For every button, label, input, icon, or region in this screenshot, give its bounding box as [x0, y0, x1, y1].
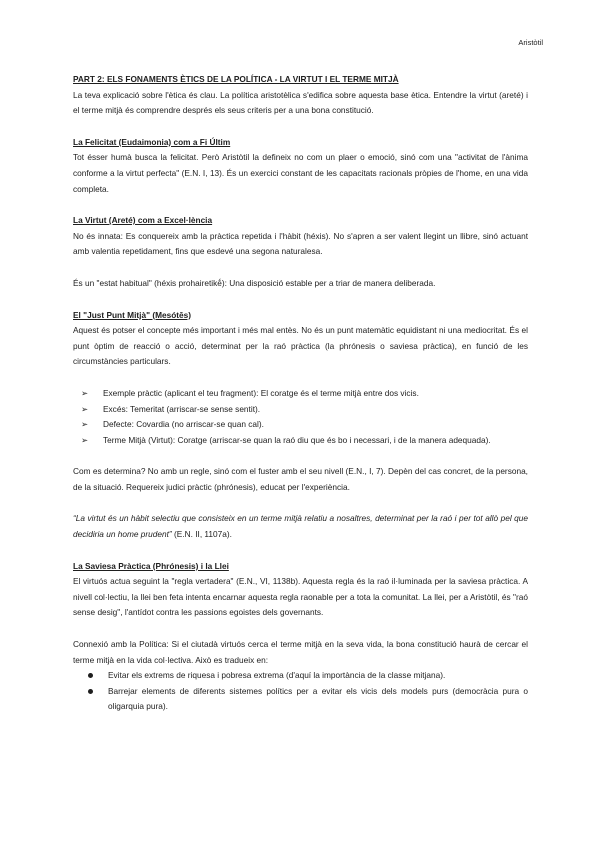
list-item: Evitar els extrems de riquesa i pobresa extrema (d'aquí la importància de la classe mitjana). — [86, 668, 528, 684]
arrow-bullet-icon: ➢ — [81, 434, 89, 445]
part-title: PART 2: ELS FONAMENTS ÈTICS DE LA POLÍTICA - LA VIRTUT I EL TERME MITJÀ — [73, 74, 399, 84]
arrow-bullet-icon: ➢ — [81, 403, 89, 414]
arrow-bullet-icon: ➢ — [81, 419, 89, 430]
list-item: ➢ Defecte: Covardia (no arriscar-se quan cal). — [81, 417, 528, 433]
coratge-example-list — [73, 386, 528, 448]
dot-bullet-icon — [88, 673, 93, 678]
quote-paragraph — [73, 511, 528, 542]
page-header-author: Aristòtil — [518, 38, 543, 47]
virtut-paragraph-2: És un "estat habitual" (héxis prohairetikḗ): Una disposició estable per a triar de manera deliberada. — [73, 277, 436, 288]
quote-reference: (E.N. II, 1107a). — [171, 529, 232, 540]
politica-connexio-paragraph: Connexió amb la Política: Si el ciutadà virtuós cerca el terme mitjà en la seva vida, la bona constitució haurà de cercar el terme mitjà en la vida col·lectiva. Això es tradueix en: — [73, 639, 528, 665]
heading-saviesa: La Saviesa Pràctica (Phrónesis) i la Llei — [73, 560, 229, 571]
politica-consequences-list — [73, 668, 528, 715]
list-item: ➢ Exemple pràctic (aplicant el teu fragment): El coratge és el terme mitjà entre dos vicis. — [81, 386, 528, 402]
aristotle-quote: “La virtut és un hàbit selectiu que consisteix en un terme mitjà relatiu a nosaltres, determinat per la raó i per tot allò pel que decidiria un home prudent” — [73, 513, 528, 540]
heading-punt-mitja: El "Just Punt Mitjà" (Mesótēs) — [73, 309, 192, 320]
document-body — [73, 72, 528, 715]
dot-bullet-icon — [88, 689, 93, 694]
list-item: ➢ Terme Mitjà (Virtut): Coratge (arriscar-se quan la raó diu que és bo i necessari, i de la manera adequada). — [81, 433, 528, 449]
punt-mitja-paragraph-2: Com es determina? No amb un regle, sinó com el fuster amb el seu nivell (E.N., I, 7). Depèn del cas concret, de la persona, de la situació. Requereix judici pràctic (phrónesis), educat per l'experiència. — [73, 466, 528, 492]
list-item: ➢ Excés: Temeritat (arriscar-se sense sentit). — [81, 402, 528, 418]
heading-virtut: La Virtut (Areté) com a Excel·lència — [73, 215, 213, 226]
intro-paragraph: La teva explicació sobre l'ètica és clau. La política aristotèlica s'edifica sobre aquesta base ètica. Entendre la virtut (areté) i el terme mitjà és comprendre després els seus criteris per a una bona constitució. — [73, 89, 528, 116]
arrow-bullet-icon: ➢ — [81, 387, 89, 398]
heading-felicitat: La Felicitat (Eudaimonia) com a Fi Últim — [73, 136, 231, 147]
felicitat-paragraph: Tot ésser humà busca la felicitat. Però Aristòtil la defineix no com un plaer o emoció, sinó com una "activitat de l'ànima conforme a la virtut perfecta" (E.N. I, 13). És un exercici constant de les capacitats racionals pròpies de l'home, en una vida completa. — [73, 152, 528, 194]
list-item: Barrejar elements de diferents sistemes polítics per a evitar els vicis dels models purs (democràcia pura o oligarquia pura). — [86, 684, 528, 715]
saviesa-paragraph: El virtuós actua seguint la "regla vertadera" (E.N., VI, 1138b). Aquesta regla és la raó il·luminada per la saviesa pràctica. A nivell col·lectiu, la llei ben feta intenta encarnar aquesta regla raonable per a tota la comunitat. La llei, per a Aristòtil, és "raó sense desig", l'antídot contra les passions egoistes dels governants. — [73, 576, 528, 618]
virtut-paragraph-1: No és innata: Es conquereix amb la pràctica repetida i l'hàbit (héxis). No s'apren a ser valent llegint un llibre, sinó actuant amb valentia repetidament, fins que esdevé una segona naturalesa. — [73, 230, 528, 257]
punt-mitja-paragraph: Aquest és potser el concepte més important i més mal entès. No és un punt matemàtic equidistant ni una mediocritat. És el punt òptim de reacció o acció, determinat per la raó pràctica (la phrónesis o saviesa pràctica), en funció de les circumstàncies particulars. — [73, 325, 528, 367]
